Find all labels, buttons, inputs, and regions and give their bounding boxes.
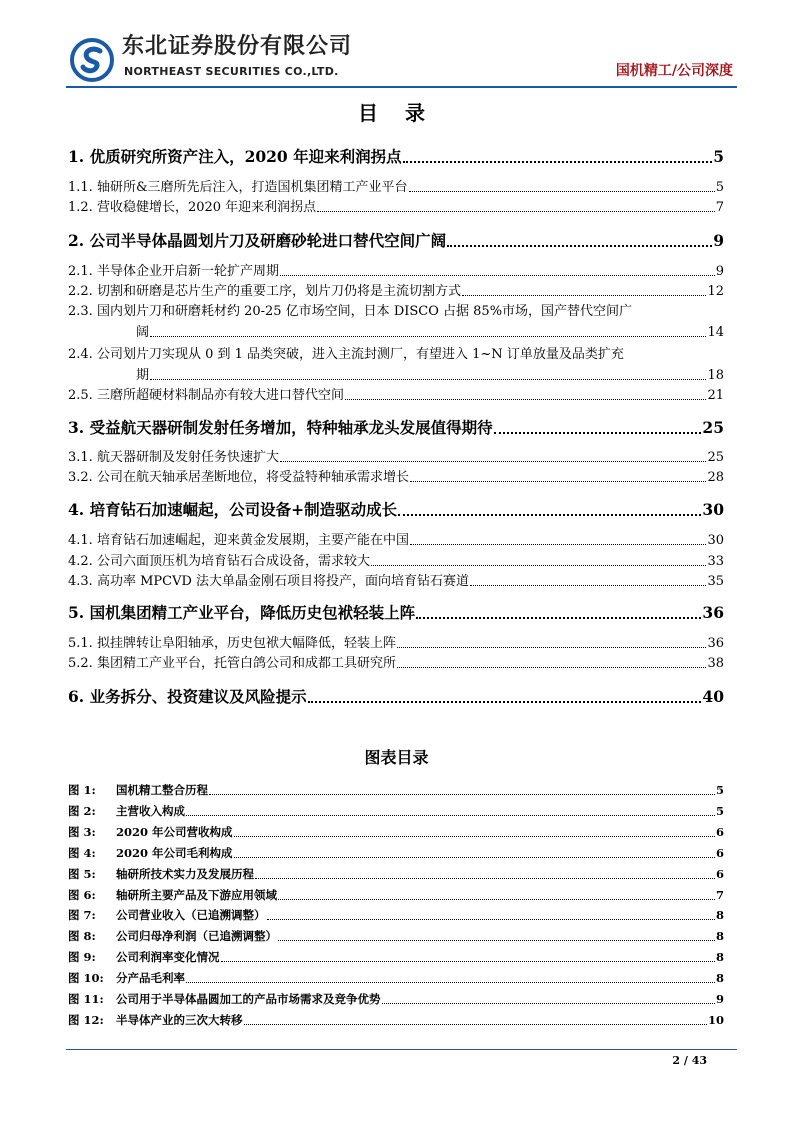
dot-leader <box>462 295 707 296</box>
figure-title: 公司利润率变化情况 <box>116 950 220 965</box>
toc-title: 目 录 <box>358 101 435 125</box>
dot-leader <box>382 1003 715 1004</box>
figure-page: 5 <box>715 783 724 797</box>
northeast-securities-logo-icon <box>70 38 114 82</box>
toc-entry-text: 2.4. 公司划片刀实现从 0 到 1 品类突破，进入主流封测厂，有望进入 1~N 订单放量及品类扩充 <box>68 347 624 362</box>
figure-entry[interactable] <box>68 949 724 965</box>
dot-leader <box>150 379 706 380</box>
toc-entry[interactable] <box>68 283 724 300</box>
toc-entry[interactable] <box>68 573 724 590</box>
toc-entry-text: 1.2. 营收稳健增长，2020 年迎来利润拐点 <box>68 200 317 215</box>
figure-number: 图 7: <box>68 908 96 923</box>
figure-title: 半导体产业的三次大转移 <box>116 1012 243 1027</box>
toc-entry-text: 1.1. 轴研所&三磨所先后注入，打造国机集团精工产业平台 <box>68 180 408 195</box>
dot-leader <box>234 857 715 858</box>
toc-entry-text: 2. 公司半导体晶圆划片刀及研磨砂轮进口替代空间广阔 <box>68 231 447 250</box>
toc-entry-continuation[interactable] <box>136 324 724 341</box>
dot-leader <box>221 961 715 962</box>
toc-entry-page: 5 <box>713 147 724 166</box>
toc-entry-text: 3.1. 航天器研制及发射任务快速扩大 <box>68 450 279 465</box>
toc-entry-page: 33 <box>707 554 724 569</box>
figure-entry[interactable] <box>68 887 724 903</box>
report-type: 国机精工/公司深度 <box>615 63 733 79</box>
figure-number: 图 3: <box>68 824 96 839</box>
toc-entry-text: 5. 国机集团精工产业平台，降低历史包袱轻装上阵 <box>68 603 416 622</box>
toc-entry[interactable] <box>68 303 724 320</box>
figure-page: 8 <box>715 971 724 986</box>
toc-entry[interactable] <box>68 500 724 520</box>
figure-entry[interactable] <box>68 803 724 819</box>
figure-page: 6 <box>715 866 724 881</box>
dot-leader <box>447 245 712 247</box>
header-divider <box>66 86 737 88</box>
company-name-en: NORTHEAST SECURITIES CO.,LTD. <box>124 65 339 78</box>
figure-entry[interactable] <box>68 845 724 861</box>
toc-entry[interactable] <box>68 687 724 707</box>
toc-entry-page: 35 <box>707 574 724 589</box>
figure-page: 10 <box>707 1012 724 1027</box>
dot-leader <box>209 794 715 795</box>
dot-leader <box>345 399 707 400</box>
figure-page: 5 <box>715 803 724 818</box>
dot-leader <box>416 617 701 619</box>
toc-entry-continuation[interactable] <box>136 367 724 384</box>
figure-number: 图 10: <box>68 971 104 986</box>
toc-entry[interactable] <box>68 532 724 549</box>
toc-entry-text: 2.2. 切割和研磨是芯片生产的重要工序，划片刀仍将是主流切割方式 <box>68 284 461 299</box>
figure-entry[interactable] <box>68 824 724 840</box>
dot-leader <box>150 336 706 337</box>
toc-entry-text-cont: 阔 <box>136 325 150 340</box>
figure-page: 6 <box>715 824 724 839</box>
toc-entry-page: 25 <box>702 418 724 437</box>
toc-entry-text: 4.3. 高功率 MPCVD 法大单晶金刚石项目将投产，面向培育钻石赛道 <box>68 574 470 589</box>
toc-entry[interactable] <box>68 449 724 466</box>
figure-number: 图 1: <box>68 783 96 797</box>
figure-entry[interactable] <box>68 782 724 798</box>
toc-entry-page: 9 <box>713 231 724 250</box>
figures-title: 图表目录 <box>364 748 429 767</box>
toc-entry[interactable] <box>68 418 724 438</box>
figure-number: 图 11: <box>68 992 104 1006</box>
dot-leader <box>280 461 707 462</box>
figure-page: 9 <box>715 992 724 1006</box>
figure-entry[interactable] <box>68 1012 724 1028</box>
figure-page: 8 <box>715 908 724 923</box>
toc-entry-text: 5.2. 集团精工产业平台，托管白鸽公司和成都工具研究所 <box>68 656 396 671</box>
dot-leader <box>410 481 707 482</box>
dot-leader <box>398 514 701 516</box>
figure-number: 图 8: <box>68 929 96 944</box>
figure-page: 7 <box>715 887 724 902</box>
dot-leader <box>255 878 715 879</box>
toc-entry[interactable] <box>68 635 724 652</box>
toc-entry-text: 6. 业务拆分、投资建议及风险提示 <box>68 687 307 706</box>
toc-entry[interactable] <box>68 469 724 486</box>
toc-entry-page: 21 <box>707 388 724 403</box>
toc-entry-text-cont: 期 <box>136 368 150 383</box>
toc-entry-text: 2.1. 半导体企业开启新一轮扩产周期 <box>68 264 279 279</box>
figure-number: 图 6: <box>68 887 96 902</box>
figure-title: 2020 年公司营收构成 <box>116 824 233 839</box>
toc-entry-text: 2.5. 三磨所超硬材料制品亦有较大进口替代空间 <box>68 388 344 403</box>
dot-leader <box>186 982 715 983</box>
dot-leader <box>278 899 715 900</box>
figure-number: 图 4: <box>68 845 96 860</box>
figure-title: 公司用于半导体晶圆加工的产品市场需求及竞争优势 <box>116 992 381 1006</box>
toc-entry-text: 3.2. 公司在航天轴承居垄断地位，将受益特种轴承需求增长 <box>68 470 409 485</box>
dot-leader <box>317 211 715 212</box>
dot-leader <box>278 940 715 941</box>
dot-leader <box>409 191 715 192</box>
toc-entry-page: 14 <box>707 325 724 340</box>
figure-title: 公司归母净利润（已追溯调整） <box>116 929 277 944</box>
dot-leader <box>371 565 707 566</box>
toc-entry[interactable] <box>68 263 724 280</box>
figure-title: 轴研所主要产品及下游应用领域 <box>116 887 277 902</box>
figure-title: 公司营业收入（已追溯调整） <box>116 908 266 923</box>
toc-entry[interactable] <box>68 199 724 216</box>
dot-leader <box>397 647 707 648</box>
toc-entry[interactable] <box>68 655 724 672</box>
company-name-cn: 东北证券股份有限公司 <box>122 34 353 59</box>
figure-title: 主营收入构成 <box>116 803 185 818</box>
toc-entry-page: 30 <box>707 533 724 548</box>
toc-entry-page: 25 <box>707 450 724 465</box>
figure-title: 轴研所技术实力及发展历程 <box>116 866 254 881</box>
toc-entry[interactable] <box>68 147 724 167</box>
toc-entry[interactable] <box>68 387 724 404</box>
toc-entry-page: 30 <box>702 500 724 519</box>
toc-entry-text: 1. 优质研究所资产注入，2020 年迎来利润拐点 <box>68 147 402 166</box>
toc-entry-page: 18 <box>707 368 724 383</box>
toc-entry-page: 12 <box>707 284 724 299</box>
toc-entry-text: 3. 受益航天器研制发射任务增加，特种轴承龙头发展值得期待 <box>68 418 493 437</box>
toc-entry-page: 9 <box>715 264 724 279</box>
dot-leader <box>280 275 715 276</box>
dot-leader <box>403 161 713 163</box>
dot-leader <box>397 667 707 668</box>
figure-number: 图 2: <box>68 803 96 818</box>
dot-leader <box>410 544 707 545</box>
figure-title: 2020 年公司毛利构成 <box>116 845 233 860</box>
dot-leader <box>186 815 715 816</box>
figure-entry[interactable] <box>68 928 724 944</box>
figure-entry[interactable] <box>68 866 724 882</box>
toc-entry-text: 4.2. 公司六面顶压机为培育钻石合成设备，需求较大 <box>68 554 370 569</box>
figure-number: 图 5: <box>68 866 96 881</box>
toc-entry-text: 4.1. 培育钻石加速崛起，迎来黄金发展期，主要产能在中国 <box>68 533 409 548</box>
footer-divider <box>66 1049 737 1050</box>
figure-page: 8 <box>715 950 724 965</box>
toc-entry-page: 36 <box>707 636 724 651</box>
toc-entry-page: 5 <box>715 180 724 195</box>
toc-entry-page: 38 <box>707 656 724 671</box>
figure-page: 8 <box>715 929 724 944</box>
dot-leader <box>470 585 706 586</box>
dot-leader <box>494 432 702 434</box>
toc-entry-page: 40 <box>702 687 724 706</box>
figure-number: 图 12: <box>68 1012 104 1027</box>
toc-entry[interactable] <box>68 346 724 363</box>
dot-leader <box>308 701 702 703</box>
toc-entry-page: 7 <box>715 200 724 215</box>
toc-entry-page: 28 <box>707 470 724 485</box>
toc-entry[interactable] <box>68 179 724 196</box>
figure-page: 6 <box>715 845 724 860</box>
dot-leader <box>244 1024 707 1025</box>
toc-entry-text: 5.1. 拟挂牌转让阜阳轴承，历史包袱大幅降低，轻装上阵 <box>68 636 396 651</box>
figure-entry[interactable] <box>68 970 724 986</box>
toc-entry[interactable] <box>68 603 724 623</box>
dot-leader <box>267 919 715 920</box>
toc-entry-text: 2.3. 国内划片刀和研磨耗材约 20-25 亿市场空间，日本 DISCO 占据 85%市场，国产替代空间广 <box>68 304 633 319</box>
toc-entry-text: 4. 培育钻石加速崛起，公司设备+制造驱动成长 <box>68 500 398 519</box>
figure-entry[interactable] <box>68 991 724 1007</box>
figure-entry[interactable] <box>68 907 724 923</box>
page-number: 2 / 43 <box>672 1054 707 1067</box>
toc-entry[interactable] <box>68 553 724 570</box>
figure-number: 图 9: <box>68 950 96 965</box>
toc-entry-page: 36 <box>702 603 724 622</box>
toc-entry[interactable] <box>68 231 724 251</box>
figure-title: 国机精工整合历程 <box>116 783 208 797</box>
figure-title: 分产品毛利率 <box>116 971 185 986</box>
dot-leader <box>234 836 715 837</box>
